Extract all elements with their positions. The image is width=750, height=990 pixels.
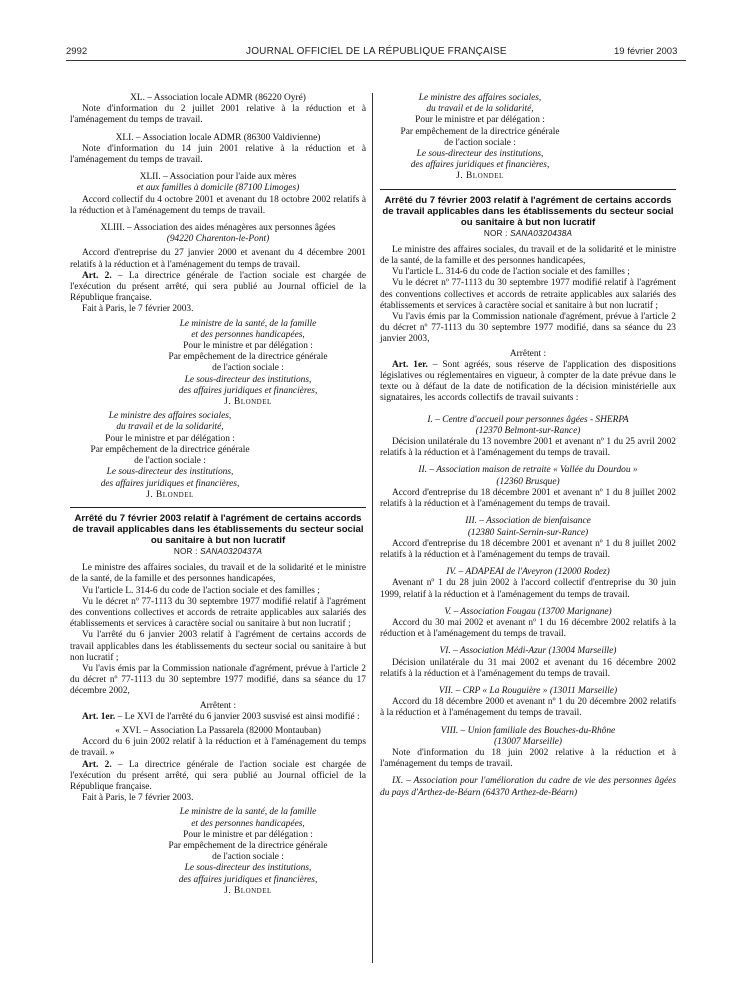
signature-line: de l'action sociale : <box>212 363 284 374</box>
signature-line: et des personnes handicapées, <box>191 329 305 340</box>
section-heading: (12370 Belmont-sur-Rance) <box>475 425 581 436</box>
nor-code: SANA0320437A <box>200 546 263 556</box>
signature-line: des affaires juridiques et financières, <box>410 160 550 171</box>
article-label: Art. 2. <box>82 759 112 770</box>
section-heading: VII. – CRP « La Rouguière » (13011 Marseille) <box>438 685 618 696</box>
signature-name: J. Blondel <box>456 171 504 182</box>
article-text: – Le XVI de l'arrêté du 6 janvier 2003 susvisé est ainsi modifié : <box>115 711 360 722</box>
nor-label: NOR : <box>483 228 511 238</box>
article-label: Art. 2. <box>82 270 112 281</box>
signature-line: Par empêchement de la directrice générale <box>90 444 250 455</box>
section-text: Accord collectif du 4 octobre 2001 et avenant du 18 octobre 2002 relatifs à la réduction et à l'aménagement du temps de travail. <box>70 194 366 216</box>
signature-line: des affaires juridiques et financières, <box>100 478 240 489</box>
signature-block <box>70 411 270 501</box>
signature-line: Pour le ministre et par délégation : <box>415 115 545 126</box>
section-text: Accord du 30 mai 2002 et avenant nº 1 du 16 décembre 2002 relatifs à la réduction et à l'aménagement du temps de travail. <box>380 617 676 640</box>
column-divider <box>372 93 373 963</box>
section-heading: III. – Association de bienfaisance <box>465 516 591 527</box>
arretent-label: Arrêtent : <box>199 700 237 711</box>
section-text: Accord d'entreprise du 27 janvier 2000 et avenant du 4 décembre 2001 relatifs à la réduction et à l'aménagement du temps de travail. <box>70 248 366 270</box>
signature-line: Le sous-directeur des institutions, <box>184 374 312 385</box>
visa-text: Vu l'article L. 314-6 du code de l'action sociale et des familles ; <box>392 267 630 278</box>
signature-line: du travail et de la solidarité, <box>116 422 224 433</box>
section-text: Note d'information du 14 juin 2001 relative à la réduction et à l'aménagement du temps de travail. <box>70 143 366 166</box>
visa-text: Le ministre des affaires sociales, du travail et de la solidarité et le ministre de la santé, de la famille et des personnes handicapées, <box>380 244 676 267</box>
signature-line: Le ministre de la santé, de la famille <box>179 318 317 329</box>
section-heading: VIII. – Union familiale des Bouches-du-Rhône <box>440 725 616 736</box>
signature-line: Par empêchement de la directrice générale <box>168 840 328 851</box>
fait-line: Fait à Paris, le 7 février 2003. <box>82 304 194 315</box>
nor-label: NOR : <box>173 546 201 556</box>
article-text: – La directrice générale de l'action sociale est chargée de l'exécution du présent arrêté, qui sera publié au Journal officiel de la République française. <box>70 759 366 792</box>
signature-line: Le sous-directeur des institutions, <box>184 863 312 874</box>
visa-text: Vu le décret nº 77-1113 du 30 septembre 1977 modifié relatif à l'agrément des conventions collectives et accords de retraite applicables aux salariés des établissements et services à caractère social ou sanitaire à but non lucratif ; <box>70 596 366 630</box>
section-text: Décision unilatérale du 31 mai 2002 et avenant du 16 décembre 2002 relatifs à la réduction et à l'aménagement du temps de travail. <box>380 657 676 679</box>
article-text: – La directrice générale de l'action sociale est chargée de l'exécution du présent arrêté, qui sera publié au Journal officiel de la République française. <box>70 270 366 304</box>
section-heading: I. – Centre d'accueil pour personnes âgées - SHERPA <box>427 414 629 425</box>
nor-code: SANA0320438A <box>510 228 573 238</box>
section-text: Accord d'entreprise du 18 décembre 2001 et avenant nº 1 du 8 juillet 2002 relatifs à la réduction et à l'aménagement du temps de travail. <box>380 538 676 560</box>
article-paragraph <box>70 712 366 723</box>
arrete-title: Arrêté du 7 février 2003 relatif à l'agrément de certains accords de travail applicables dans les établissements du secteur social ou sanitaire à but non lucratif <box>382 194 674 228</box>
signature-line: Le ministre des affaires sociales, <box>418 93 542 103</box>
left-column <box>70 93 366 897</box>
section-heading: (94220 Charenton-le-Pont) <box>166 234 270 245</box>
signature-line: du travail et de la solidarité, <box>426 104 534 115</box>
section-text: Avenant nº 1 du 28 juin 2002 à l'accord collectif d'entreprise du 30 juin 1999, relatif à la réduction et à l'aménagement du temps de travail. <box>380 578 676 600</box>
signature-line: Le sous-directeur des institutions, <box>416 149 544 160</box>
article-paragraph <box>70 271 366 305</box>
signature-line: de l'action sociale : <box>134 456 206 467</box>
article-paragraph <box>380 360 676 405</box>
signature-line: Pour le ministre et par délégation : <box>105 433 235 444</box>
header-date: 19 février 2003 <box>614 46 678 57</box>
article-paragraph <box>70 760 366 794</box>
article-text: – Sont agréés, sous réserve de l'application des dispositions législatives ou réglementaires en vigueur, à compter de la date prévue dans le texte ou à défaut de la date de notification de la décision ministérielle aux signataires, les accords collectifs de travail suivants : <box>380 359 677 404</box>
arrete-title: Arrêté du 7 février 2003 relatif à l'agrément de certains accords de travail applicables dans les établissements du secteur social ou sanitaire à but non lucratif <box>72 512 364 546</box>
visa-text: Vu l'arrêté du 6 janvier 2003 relatif à l'agrément de certains accords de travail applicables dans les établissements du secteur social ou sanitaire à but non lucratif ; <box>70 630 366 663</box>
signature-line: de l'action sociale : <box>444 137 516 148</box>
signature-block <box>70 319 366 409</box>
visa-text: Vu l'article L. 314-6 du code de l'action sociale et des familles ; <box>82 585 320 596</box>
section-heading: IV. – ADAPEAI de l'Aveyron (12000 Rodez) <box>446 567 610 578</box>
section-heading: XL. – Association locale ADMR (86220 Oyré) <box>130 93 306 103</box>
section-heading: et aux familles à domicile (87100 Limoges) <box>136 183 300 194</box>
signature-block <box>70 807 366 897</box>
section-heading: (13007 Marseille) <box>494 736 562 747</box>
section-rule <box>380 189 676 190</box>
section-heading: « XVI. – Association La Passarela (82000 Montauban) <box>115 725 321 736</box>
signature-line: Pour le ministre et par délégation : <box>183 341 313 352</box>
section-heading: (12360 Brusque) <box>496 476 560 487</box>
signature-line: Le ministre des affaires sociales, <box>108 411 232 422</box>
right-column <box>380 93 676 799</box>
page-number: 2992 <box>66 46 88 57</box>
section-heading: VI. – Association Médi-Azur (13004 Marseille) <box>439 646 617 657</box>
visa-text: Vu le décret nº 77-1113 du 30 septembre 1977 modifié relatif à l'agrément des conventions collectives et accords de retraite applicables aux salariés des établissements et services à caractère social et sanitaire à but non lucratif ; <box>380 278 676 311</box>
header-rule <box>66 60 686 61</box>
section-heading: XLII. – Association pour l'aide aux mères <box>139 172 297 183</box>
signature-name: J. Blondel <box>146 489 194 500</box>
signature-line: Le sous-directeur des institutions, <box>106 467 234 478</box>
article-label: Art. 1er. <box>82 711 116 722</box>
section-heading: V. – Association Fougau (13700 Marignane) <box>444 606 612 617</box>
signature-line: Par empêchement de la directrice générale <box>400 126 560 137</box>
signature-line: des affaires juridiques et financières, <box>178 874 318 885</box>
section-text: Accord du 6 juin 2002 relatif à la réduction et à l'aménagement du temps de travail. » <box>70 737 366 759</box>
section-heading: XLIII. – Association des aides ménagères aux personnes âgées <box>100 223 336 234</box>
visa-text: Vu l'avis émis par la Commission nationale d'agrément, prévue à l'article 2 du décret nº 77-1113 du 30 septembre 1977 modifié, dans sa séance du 17 décembre 2002, <box>70 663 366 697</box>
section-text: Accord du 18 décembre 2000 et avenant nº 1 du 20 décembre 2002 relatifs à la réduction et à l'aménagement du temps de travail. <box>380 697 676 719</box>
signature-line: et des personnes handicapées, <box>191 818 305 829</box>
arretent-label: Arrêtent : <box>509 348 547 359</box>
article-label: Art. 1er. <box>392 359 428 370</box>
signature-line: de l'action sociale : <box>212 852 284 863</box>
signature-block <box>380 93 580 183</box>
signature-name: J. Blondel <box>224 885 272 896</box>
journal-title: JOURNAL OFFICIEL DE LA RÉPUBLIQUE FRANÇAISE <box>246 46 507 57</box>
section-text: Note d'information du 18 juin 2002 relative à la réduction et à l'aménagement du temps de travail. <box>380 747 676 770</box>
signature-line: des affaires juridiques et financières, <box>178 385 318 396</box>
section-heading: II. – Association maison de retraite « Vallée du Dourdou » <box>418 465 638 476</box>
section-text: Décision unilatérale du 13 novembre 2001 et avenant nº 1 du 25 avril 2002 relatifs à la réduction et à l'aménagement du temps de travail. <box>380 437 676 459</box>
section-text: Accord d'entreprise du 18 décembre 2001 et avenant nº 1 du 8 juillet 2002 relatifs à la réduction et à l'aménagement du temps de travail. <box>380 487 676 510</box>
visa-text: Le ministre des affaires sociales, du travail et de la solidarité et le ministre de la santé, de la famille et des personnes handicapées, <box>70 563 366 585</box>
section-text: Note d'information du 2 juillet 2001 relative à la réduction et à l'aménagement du temps de travail. <box>70 104 366 126</box>
section-rule <box>70 507 366 508</box>
nor-reference <box>70 546 366 557</box>
section-heading: IX. – Association pour l'amélioration du cadre de vie des personnes âgées du pays d'Arthez-de-Béarn (64370 Arthez-de-Béarn) <box>380 776 676 798</box>
nor-reference <box>380 228 676 239</box>
signature-line: Le ministre de la santé, de la famille <box>179 807 317 818</box>
signature-line: Pour le ministre et par délégation : <box>183 829 313 840</box>
signature-line: Par empêchement de la directrice générale <box>168 352 328 363</box>
visa-text: Vu l'avis émis par la Commission nationale d'agrément, prévue à l'article 2 du décret nº 77-1113 du 30 septembre 1977 modifié, dans sa séance du 23 janvier 2003, <box>380 312 676 345</box>
section-heading: (12380 Saint-Sernin-sur-Rance) <box>467 527 589 538</box>
signature-name: J. Blondel <box>224 397 272 408</box>
section-heading: XLI. – Association locale ADMR (86300 Valdivienne) <box>115 132 321 143</box>
fait-line: Fait à Paris, le 7 février 2003. <box>82 793 194 804</box>
